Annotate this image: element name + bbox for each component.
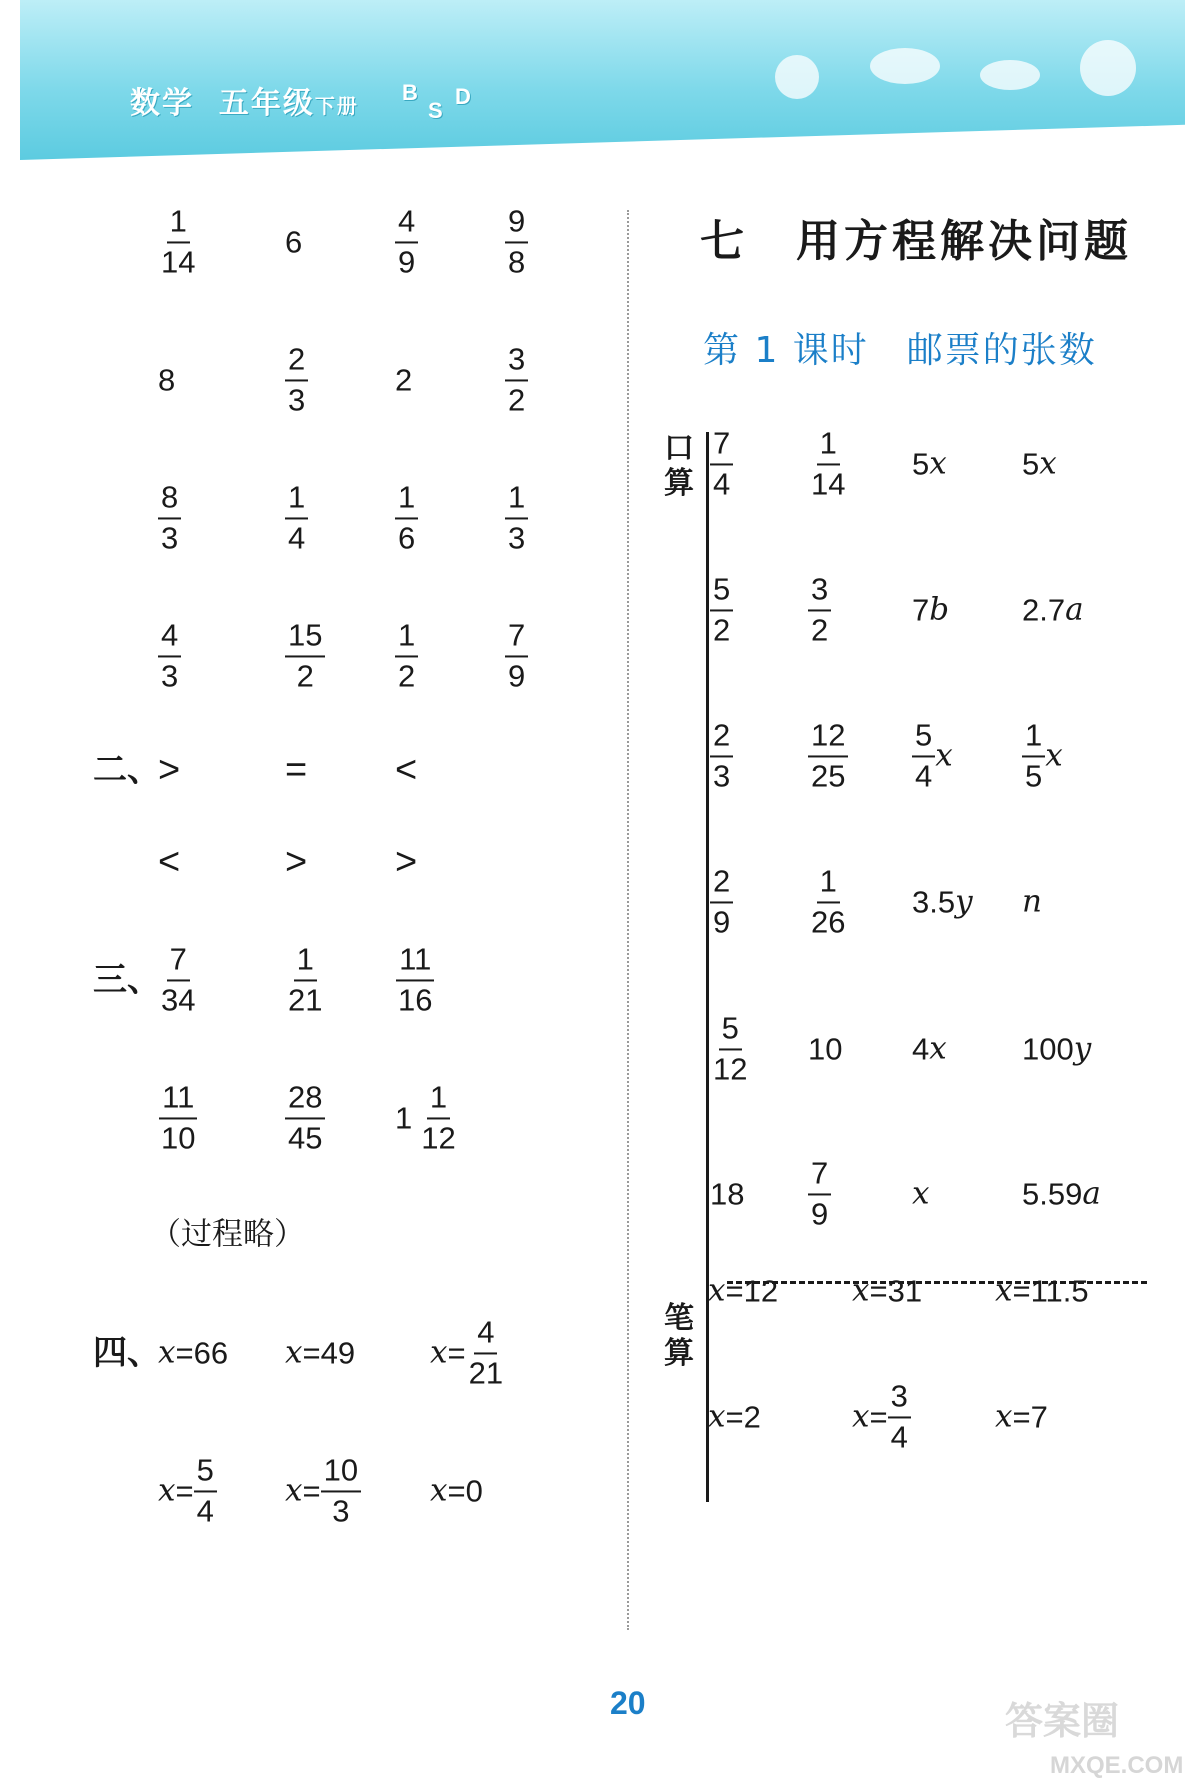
equals-value: =0 bbox=[447, 1473, 483, 1509]
denominator: 25 bbox=[811, 758, 846, 793]
section-3-label: 三、 bbox=[93, 960, 161, 1000]
equals-value: =66 bbox=[175, 1335, 229, 1371]
answer-item bbox=[710, 719, 733, 792]
fraction bbox=[888, 1380, 911, 1453]
variable: x bbox=[285, 1472, 303, 1509]
section-2-label: 二、 bbox=[93, 750, 161, 790]
answer-item: > bbox=[395, 841, 418, 883]
answer-item bbox=[912, 591, 950, 628]
answer-item bbox=[710, 1012, 750, 1085]
numerator: 3 bbox=[505, 343, 528, 381]
answer-item bbox=[505, 481, 528, 554]
denominator: 45 bbox=[288, 1120, 323, 1155]
denominator: 2 bbox=[398, 658, 416, 693]
decor-cloud bbox=[1080, 40, 1136, 96]
denominator: 21 bbox=[468, 1355, 504, 1390]
column-divider bbox=[627, 210, 629, 1630]
numerator: 7 bbox=[167, 943, 190, 981]
numerator: 9 bbox=[505, 205, 528, 243]
answer-item bbox=[710, 865, 733, 938]
variable: a bbox=[1065, 591, 1084, 628]
coefficient: 7 bbox=[912, 592, 930, 628]
answer-item bbox=[912, 719, 953, 792]
answer-item bbox=[912, 1030, 947, 1067]
answer-item bbox=[158, 943, 198, 1016]
decor-cloud bbox=[870, 48, 940, 84]
decor-cloud bbox=[980, 60, 1040, 90]
denominator: 9 bbox=[713, 904, 731, 939]
answer-item bbox=[1022, 719, 1063, 792]
numerator: 3 bbox=[888, 1380, 911, 1418]
fraction bbox=[808, 1157, 831, 1230]
numerator: 7 bbox=[808, 1157, 831, 1195]
fraction bbox=[1022, 719, 1045, 792]
variable: y bbox=[955, 883, 973, 920]
answer-item bbox=[912, 883, 973, 920]
variable: a bbox=[1082, 1175, 1101, 1212]
variable: x bbox=[995, 1398, 1013, 1435]
variable: x bbox=[285, 1334, 303, 1371]
numerator: 1 bbox=[294, 943, 317, 981]
variable: b bbox=[929, 591, 950, 628]
fraction bbox=[395, 205, 418, 278]
denominator: 34 bbox=[161, 982, 196, 1017]
denominator: 3 bbox=[161, 658, 179, 693]
answer-item bbox=[1022, 1030, 1092, 1067]
denominator: 14 bbox=[811, 466, 846, 501]
answer-item bbox=[710, 1176, 745, 1212]
numerator: 28 bbox=[285, 1081, 325, 1119]
equals-value: =7 bbox=[1012, 1399, 1048, 1435]
answer-item bbox=[912, 445, 947, 482]
answer-item bbox=[1022, 445, 1057, 482]
numerator: 2 bbox=[710, 865, 733, 903]
fraction bbox=[505, 619, 528, 692]
variable: x bbox=[929, 445, 947, 482]
answer-item: > bbox=[158, 749, 181, 791]
written-calc-label: 笔算 bbox=[664, 1301, 694, 1371]
denominator: 2 bbox=[811, 612, 829, 647]
chapter-title: 七 用方程解决问题 bbox=[700, 216, 1132, 267]
fraction bbox=[710, 573, 733, 646]
coefficient: 100 bbox=[1022, 1031, 1074, 1067]
variable: n bbox=[1022, 883, 1042, 920]
answer-item: 8 bbox=[158, 362, 176, 398]
numerator: 3 bbox=[808, 573, 831, 611]
fraction bbox=[285, 343, 308, 416]
answer-item bbox=[285, 1454, 361, 1527]
edition-letter: S bbox=[428, 98, 443, 123]
answer-item bbox=[285, 343, 308, 416]
variable: x bbox=[912, 1175, 930, 1212]
answer-item bbox=[1022, 1175, 1101, 1212]
answer-item bbox=[158, 1081, 198, 1154]
denominator: 2 bbox=[508, 382, 526, 417]
denominator: 21 bbox=[288, 982, 323, 1017]
coefficient: 2.7 bbox=[1022, 592, 1066, 628]
fraction bbox=[505, 205, 528, 278]
answer-item bbox=[708, 1272, 779, 1309]
numerator: 5 bbox=[719, 1012, 742, 1050]
fraction bbox=[505, 343, 528, 416]
answer-item bbox=[710, 427, 733, 500]
fraction bbox=[285, 481, 308, 554]
equals-value: =49 bbox=[302, 1335, 356, 1371]
answer-item bbox=[395, 205, 418, 278]
numerator: 5 bbox=[194, 1454, 217, 1492]
denominator: 9 bbox=[811, 1196, 829, 1231]
answer-item bbox=[285, 943, 325, 1016]
fraction bbox=[710, 1012, 750, 1085]
edition-letter: B bbox=[402, 80, 418, 105]
answer-item bbox=[708, 1398, 761, 1435]
answer-item: < bbox=[395, 749, 418, 791]
equals-value: = bbox=[302, 1473, 321, 1509]
variable: y bbox=[1073, 1030, 1092, 1067]
denominator: 3 bbox=[713, 758, 731, 793]
denominator: 14 bbox=[161, 244, 196, 279]
equals-value: =31 bbox=[869, 1273, 923, 1309]
numerator: 4 bbox=[474, 1316, 497, 1354]
denominator: 12 bbox=[713, 1051, 748, 1086]
answer-item bbox=[1022, 591, 1084, 628]
answer-item bbox=[505, 619, 528, 692]
coefficient: 3.5 bbox=[912, 884, 956, 920]
variable: x bbox=[1045, 737, 1063, 774]
numerator: 1 bbox=[817, 427, 840, 465]
fraction bbox=[395, 481, 418, 554]
fraction bbox=[285, 619, 325, 692]
answer-item: = bbox=[285, 749, 308, 791]
numerator: 1 bbox=[505, 481, 528, 519]
denominator: 4 bbox=[288, 520, 306, 555]
fraction bbox=[466, 1316, 506, 1389]
fraction bbox=[808, 427, 848, 500]
numerator: 1 bbox=[285, 481, 308, 519]
answer-item bbox=[285, 619, 325, 692]
numerator: 2 bbox=[710, 719, 733, 757]
denominator: 9 bbox=[398, 244, 416, 279]
numerator: 8 bbox=[158, 481, 181, 519]
denominator: 2 bbox=[296, 658, 314, 693]
fraction bbox=[158, 1081, 198, 1154]
denominator: 10 bbox=[161, 1120, 196, 1155]
answer-item bbox=[912, 1175, 930, 1212]
lesson-title: 第 1 课时 邮票的张数 bbox=[703, 330, 1097, 371]
fraction bbox=[158, 481, 181, 554]
fraction bbox=[321, 1454, 361, 1527]
fraction bbox=[395, 943, 435, 1016]
numerator: 11 bbox=[159, 1081, 197, 1119]
variable: x bbox=[935, 737, 953, 774]
whole-part: 1 bbox=[395, 1100, 413, 1136]
fraction bbox=[912, 719, 935, 792]
denominator: 6 bbox=[398, 520, 416, 555]
answer-item bbox=[808, 1157, 831, 1230]
header-title: 数学 五年级下册 bbox=[130, 86, 359, 121]
denominator: 16 bbox=[398, 982, 433, 1017]
watermark-logo: 答案圈 bbox=[1005, 1699, 1120, 1743]
fraction bbox=[395, 619, 418, 692]
numerator: 5 bbox=[912, 719, 935, 757]
page-number: 20 bbox=[610, 1685, 646, 1721]
fraction bbox=[505, 481, 528, 554]
edition-letter: D bbox=[455, 84, 471, 109]
numerator: 4 bbox=[158, 619, 181, 657]
numerator: 1 bbox=[167, 205, 190, 243]
answer-item bbox=[808, 719, 848, 792]
fraction bbox=[710, 719, 733, 792]
answer-item bbox=[430, 1472, 483, 1509]
denominator: 5 bbox=[1025, 758, 1043, 793]
variable: x bbox=[995, 1272, 1013, 1309]
fraction bbox=[808, 719, 848, 792]
answer-item bbox=[430, 1316, 506, 1389]
numerator: 7 bbox=[505, 619, 528, 657]
fraction bbox=[158, 619, 181, 692]
numerator: 15 bbox=[285, 619, 325, 657]
coefficient: 4 bbox=[912, 1031, 930, 1067]
coefficient: 5 bbox=[912, 446, 930, 482]
watermark-url: MXQE.COM bbox=[1050, 1752, 1184, 1779]
numerator: 1 bbox=[427, 1081, 450, 1119]
fraction bbox=[808, 573, 831, 646]
decor-cloud bbox=[775, 55, 819, 99]
numerator: 5 bbox=[710, 573, 733, 611]
answer-item bbox=[852, 1380, 911, 1453]
process-omitted-note: （过程略） bbox=[150, 1216, 305, 1252]
answer-item bbox=[395, 1081, 459, 1154]
fraction bbox=[808, 865, 848, 938]
denominator: 4 bbox=[196, 1493, 214, 1528]
numerator: 12 bbox=[808, 719, 848, 757]
answer-item bbox=[1022, 883, 1042, 920]
coefficient: 10 bbox=[808, 1031, 843, 1067]
vertical-bar bbox=[706, 432, 709, 1502]
answer-item bbox=[395, 943, 435, 1016]
answer-item bbox=[158, 1334, 229, 1371]
denominator: 4 bbox=[915, 758, 933, 793]
fraction bbox=[710, 865, 733, 938]
coefficient: 18 bbox=[710, 1176, 745, 1212]
answer-item: > bbox=[285, 841, 308, 883]
numerator: 2 bbox=[285, 343, 308, 381]
answer-item bbox=[995, 1398, 1048, 1435]
numerator: 4 bbox=[395, 205, 418, 243]
equals-value: =11.5 bbox=[1012, 1273, 1089, 1309]
equals-value: = bbox=[447, 1335, 466, 1371]
answer-item bbox=[808, 1031, 843, 1067]
variable: x bbox=[708, 1398, 726, 1435]
answer-item bbox=[285, 481, 308, 554]
numerator: 1 bbox=[395, 619, 418, 657]
denominator: 3 bbox=[332, 1493, 350, 1528]
denominator: 26 bbox=[811, 904, 846, 939]
equals-value: = bbox=[175, 1473, 194, 1509]
answer-item bbox=[395, 619, 418, 692]
coefficient: 5 bbox=[1022, 446, 1040, 482]
fraction bbox=[158, 205, 198, 278]
fraction bbox=[285, 943, 325, 1016]
variable: x bbox=[852, 1398, 870, 1435]
denominator: 12 bbox=[421, 1120, 456, 1155]
answer-item bbox=[505, 343, 528, 416]
answer-item bbox=[285, 1334, 356, 1371]
answer-item: < bbox=[158, 841, 181, 883]
variable: x bbox=[708, 1272, 726, 1309]
numerator: 1 bbox=[395, 481, 418, 519]
variable: x bbox=[1039, 445, 1057, 482]
answer-item bbox=[808, 865, 848, 938]
numerator: 11 bbox=[396, 943, 434, 981]
numerator: 1 bbox=[817, 865, 840, 903]
variable: x bbox=[852, 1272, 870, 1309]
answer-item bbox=[395, 481, 418, 554]
fraction bbox=[194, 1454, 217, 1527]
numerator: 7 bbox=[710, 427, 733, 465]
denominator: 4 bbox=[890, 1419, 908, 1454]
equals-value: =2 bbox=[725, 1399, 761, 1435]
denominator: 2 bbox=[713, 612, 731, 647]
answer-item bbox=[285, 1081, 325, 1154]
denominator: 3 bbox=[161, 520, 179, 555]
equals-value: = bbox=[869, 1399, 888, 1435]
numerator: 1 bbox=[1022, 719, 1045, 757]
answer-item bbox=[710, 573, 733, 646]
variable: x bbox=[430, 1472, 448, 1509]
fraction bbox=[710, 427, 733, 500]
variable: x bbox=[158, 1334, 176, 1371]
denominator: 9 bbox=[508, 658, 526, 693]
answer-item bbox=[808, 573, 831, 646]
numerator: 10 bbox=[321, 1454, 361, 1492]
fraction bbox=[285, 1081, 325, 1154]
fraction bbox=[158, 943, 198, 1016]
answer-item bbox=[505, 205, 528, 278]
section-4-label: 四、 bbox=[93, 1333, 161, 1373]
variable: x bbox=[430, 1334, 448, 1371]
answer-item bbox=[995, 1272, 1089, 1309]
variable: x bbox=[929, 1030, 947, 1067]
denominator: 3 bbox=[288, 382, 306, 417]
fraction bbox=[418, 1081, 458, 1154]
answer-item bbox=[852, 1272, 923, 1309]
denominator: 3 bbox=[508, 520, 526, 555]
coefficient: 5.59 bbox=[1022, 1176, 1083, 1212]
equals-value: =12 bbox=[725, 1273, 779, 1309]
answer-item bbox=[808, 427, 848, 500]
oral-calc-label: 口算 bbox=[664, 431, 694, 501]
answer-item bbox=[158, 619, 181, 692]
denominator: 8 bbox=[508, 244, 526, 279]
answer-item: 2 bbox=[395, 362, 413, 398]
answer-item bbox=[158, 205, 198, 278]
variable: x bbox=[158, 1472, 176, 1509]
denominator: 4 bbox=[713, 466, 731, 501]
answer-item bbox=[158, 1454, 217, 1527]
answer-item: 6 bbox=[285, 224, 303, 260]
answer-item bbox=[158, 481, 181, 554]
